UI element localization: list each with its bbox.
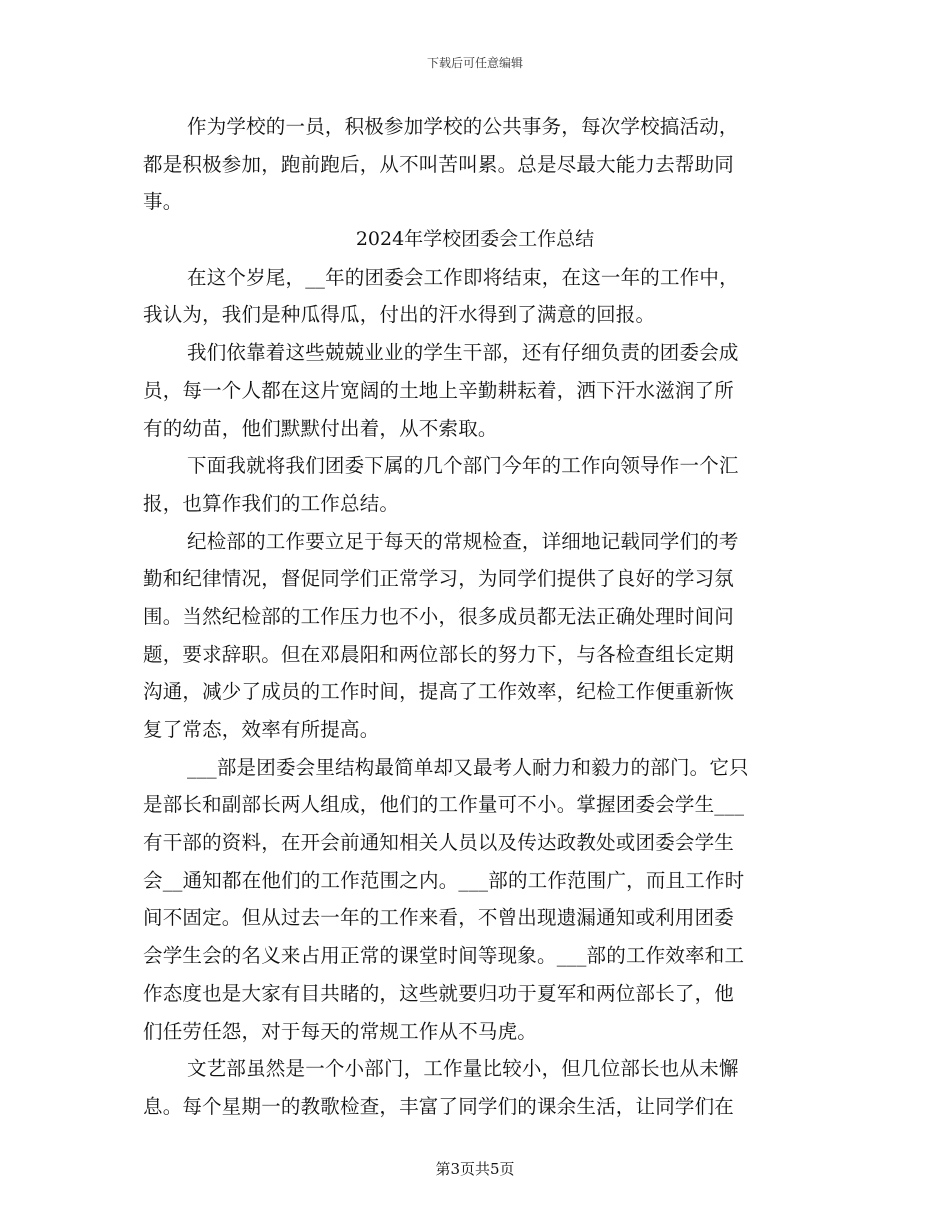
paragraph-line: 文艺部虽然是一个小部门，工作量比较小，但几位部长也从未懈: [187, 1057, 739, 1081]
paragraph-line: ___部是团委会里结构最简单却又最考人耐力和毅力的部门。它只: [187, 755, 749, 779]
paragraph-line: 有干部的资料，在开会前通知相关人员以及传达政教处或团委会学生: [143, 831, 735, 855]
paragraph-line: 勤和纪律情况，督促同学们正常学习，为同学们提供了良好的学习氛: [143, 567, 735, 591]
paragraph-line: 题，要求辞职。但在邓晨阳和两位部长的努力下，与各检查组长定期: [143, 642, 735, 666]
paragraph-line: 事。: [143, 190, 183, 214]
paragraph-line: 是部长和副部长两人组成，他们的工作量可不小。掌握团委会学生___: [143, 793, 745, 817]
page-footer: 第3页共5页: [435, 1160, 515, 1178]
paragraph: [143, 749, 807, 1051]
paragraph-line: 围。当然纪检部的工作压力也不小，很多成员都无法正确处理时间问: [143, 604, 735, 628]
paragraph-line: 作为学校的一员，积极参加学校的公共事务，每次学校搞活动，: [187, 115, 739, 138]
paragraph: [143, 108, 807, 221]
paragraph-line: 们任劳任怨，对于每天的常规工作从不马虎。: [143, 1019, 538, 1043]
paragraph: [143, 1050, 807, 1125]
paragraph-line: 我们依靠着这些兢兢业业的学生干部，还有仔细负责的团委会成: [187, 341, 739, 365]
section-title: 2024年学校团委会工作总结: [355, 228, 595, 251]
paragraph-line: 员，每一个人都在这片宽阔的土地上辛勤耕耘着，洒下汗水滋润了所: [143, 378, 735, 402]
paragraph-line: 在这个岁尾，__年的团委会工作即将结束，在这一年的工作中，: [187, 265, 739, 289]
paragraph-line: 间不固定。但从过去一年的工作来看，不曾出现遗漏通知或利用团委: [143, 906, 735, 930]
paragraph: [143, 447, 807, 522]
paragraph-line: 下面我就将我们团委下属的几个部门今年的工作向领导作一个汇: [187, 454, 739, 478]
paragraph-line: 沟通，减少了成员的工作时间，提高了工作效率，纪检工作便重新恢: [143, 680, 735, 704]
page-header: 下载后可任意编辑: [426, 56, 523, 70]
paragraph-line: 都是积极参加，跑前跑后，从不叫苦叫累。总是尽最大能力去帮助同: [143, 152, 735, 176]
paragraph-line: 息。每个星期一的教歌检查，丰富了同学们的课余生活，让同学们在: [143, 1094, 735, 1118]
paragraph-line: 复了常态，效率有所提高。: [143, 718, 380, 741]
paragraph: [143, 523, 807, 749]
document-body: [143, 108, 807, 1126]
paragraph-line: 会学生会的名义来占用正常的课堂时间等现象。___部的工作效率和工: [143, 944, 745, 968]
paragraph-line: 纪检部的工作要立足于每天的常规检查，详细地记载同学们的考: [187, 529, 739, 553]
paragraph-line: 作态度也是大家有目共睹的，这些就要归功于夏军和两位部长了，他: [143, 981, 735, 1005]
paragraph: [143, 259, 807, 334]
paragraph: [143, 334, 807, 447]
paragraph-line: 我认为，我们是种瓜得瓜，付出的汗水得到了满意的回报。: [143, 303, 656, 327]
paragraph-line: 会__通知都在他们的工作范围之内。___部的工作范围广，而且工作时: [143, 868, 745, 892]
paragraph-line: 有的幼苗，他们默默付出着，从不索取。: [143, 416, 498, 440]
paragraph-line: 报，也算作我们的工作总结。: [143, 491, 400, 515]
